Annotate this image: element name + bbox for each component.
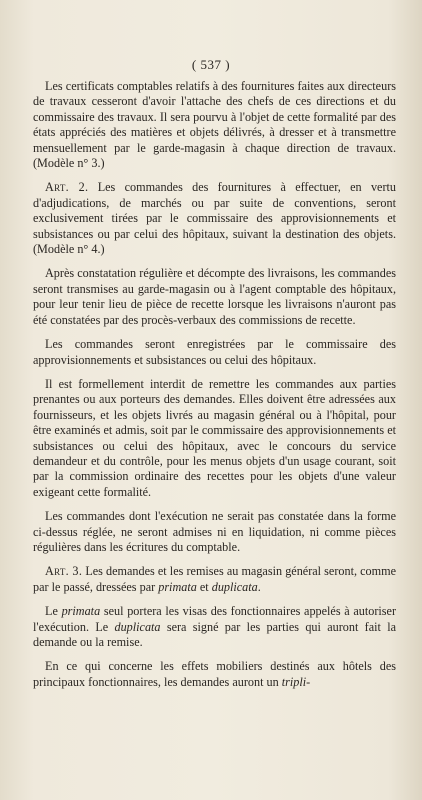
paragraph-5: Il est formellement interdit de remettre les commandes aux parties prenantes ou aux porteurs des demandes. Elles doivent être adressées aux fournisseurs, et les objets livrés au magasin général ou à l'hôpital, pour être examinés et admis, soit par le commissaire des approvisionnements et subsistances ou celui des hôpitaux, avec le concours du service demandeur et du contrôle, pour les menus objets d'un usage courant, soit par la commission ordinaire des recettes pour les objets d'une valeur exigeant cette formalité. [33, 376, 396, 499]
duplicata-term-2: duplicata [114, 619, 161, 634]
duplicata-term: duplicata [211, 579, 258, 594]
page-body [33, 79, 396, 699]
paragraph-8 [33, 604, 396, 650]
primata-term-2: primata [61, 604, 101, 619]
p9-text-a: En ce qui concerne les effets mobiliers destinés aux hôtels des principaux fonctionnaires, les demandes auront un [33, 659, 396, 689]
article-3-text-c: . [257, 579, 261, 594]
tripli-term: tripli- [281, 674, 311, 689]
article-2-label: Art. 2. [45, 180, 89, 195]
article-3-text-a: Les demandes et les remises au magasin général seront, comme par le passé, dressées par [33, 564, 396, 594]
page-number: ( 537 ) [191, 57, 231, 72]
paragraph-9 [33, 659, 396, 690]
article-3-text-b: et [199, 579, 209, 594]
p8-text-c: sera signé par les parties qui auront fait la demande ou la remise. [33, 619, 396, 649]
p8-text-a: Le [45, 604, 58, 619]
p8-text-b: seul portera les visas des fonctionnaires appelés à autoriser l'exécution. Le [33, 604, 397, 634]
article-2-text: Les commandes des fournitures à effectuer, en vertu d'adjudications, de marchés ou par suite de conventions, seront exclusivement tirées par le commissaire des approvisionnements et subsistances ou par celui des hôpitaux, suivant la destination des objets. (Modèle n° 4.) [33, 180, 396, 257]
paragraph-3: Après constatation régulière et décompte des livraisons, les commandes seront transmises au garde-magasin ou à l'agent comptable des hôpitaux, pour leur tenir lieu de pièce de recette lorsque les livraisons n'auront pas été constatées par des procès-verbaux des commissions de recette. [33, 266, 396, 327]
paragraph-4: Les commandes seront enregistrées par le commissaire des approvisionnements et subsistances ou celui des hôpitaux. [33, 337, 396, 367]
paragraph-article-2 [33, 180, 396, 257]
paragraph-1: Les certificats comptables relatifs à des fournitures faites aux directeurs de travaux cesseront d'avoir l'attache des chefs de ces directions et du commissaire des travaux. Il sera pourvu à l'objet de cette formalité par des états appréciés des matières et objets délivrés, à dresser et à transmettre mensuellement par le garde-magasin à chaque direction de travaux. (Modèle n° 3.) [33, 79, 396, 171]
primata-term: primata [158, 579, 197, 594]
article-3-label: Art. 3. [45, 564, 83, 579]
paragraph-article-3 [33, 564, 396, 595]
paragraph-6: Les commandes dont l'exécution ne serait pas constatée dans la forme ci-dessus réglée, ne seront admises ni en liquidation, ni comme pièces régulières dans les écritures du comptable. [33, 509, 396, 554]
